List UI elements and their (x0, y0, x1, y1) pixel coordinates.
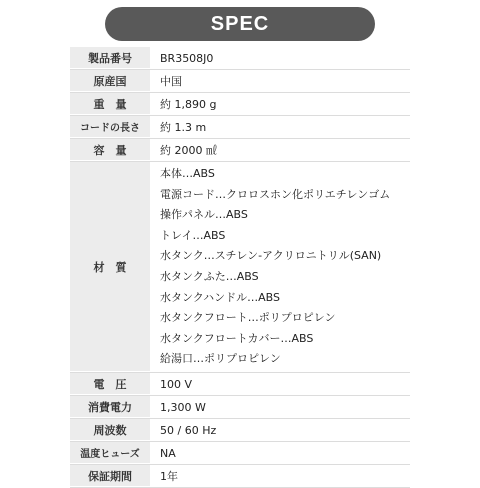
material-item: 水タンクフロートカバー…ABS (160, 331, 314, 345)
spec-row-warranty (70, 465, 410, 488)
spec-label: 重 量 (70, 93, 150, 115)
spec-value: BR3508J0 (160, 51, 214, 65)
spec-label: 材 質 (70, 162, 150, 372)
spec-row-capacity (70, 139, 410, 162)
spec-label: コードの長さ (70, 116, 150, 138)
spec-row-origin (70, 70, 410, 93)
spec-row-fuse (70, 442, 410, 465)
spec-table (70, 47, 410, 488)
spec-value: NA (160, 446, 176, 460)
spec-value: 100 V (160, 377, 193, 391)
material-item: 本体…ABS (160, 167, 215, 180)
spec-value: 約 1,890 g (160, 98, 217, 111)
spec-value: 1年 (160, 470, 178, 483)
spec-value-list (150, 162, 410, 372)
spec-row-frequency (70, 419, 410, 442)
spec-value: 約 1.3 m (160, 121, 207, 134)
material-item: トレイ…ABS (160, 228, 226, 242)
spec-label: 電 圧 (70, 373, 150, 395)
spec-label: 温度ヒューズ (70, 442, 150, 464)
spec-row-model (70, 47, 410, 70)
spec-value: 約 2000 ㎖ (160, 144, 217, 157)
spec-label: 保証期間 (70, 465, 150, 487)
spec-label: 製品番号 (70, 47, 150, 69)
material-item: 水タンクフロート…ポリプロピレン (160, 311, 336, 325)
spec-row-cord (70, 116, 410, 139)
material-item: 操作パネル…ABS (160, 208, 248, 222)
spec-label: 原産国 (70, 70, 150, 92)
spec-value: 50 / 60 Hz (160, 423, 217, 437)
spec-row-voltage (70, 373, 410, 396)
spec-label: 容 量 (70, 139, 150, 161)
spec-header (105, 7, 375, 41)
spec-value: 1,300 W (160, 400, 206, 414)
material-item: 給湯口…ポリプロピレン (160, 352, 281, 366)
material-item: 水タンクハンドル…ABS (160, 290, 280, 304)
material-item: 電源コード…クロロスホン化ポリエチレンゴム (160, 187, 391, 201)
spec-label: 周波数 (70, 419, 150, 441)
spec-row-weight (70, 93, 410, 116)
material-item: 水タンクふた…ABS (160, 269, 259, 283)
spec-row-material (70, 162, 410, 373)
spec-title: SPEC (210, 12, 270, 35)
material-item: 水タンク…スチレン-アクリロニトリル(SAN) (160, 249, 382, 263)
spec-value: 中国 (160, 75, 182, 88)
spec-label: 消費電力 (70, 396, 150, 418)
spec-row-power (70, 396, 410, 419)
